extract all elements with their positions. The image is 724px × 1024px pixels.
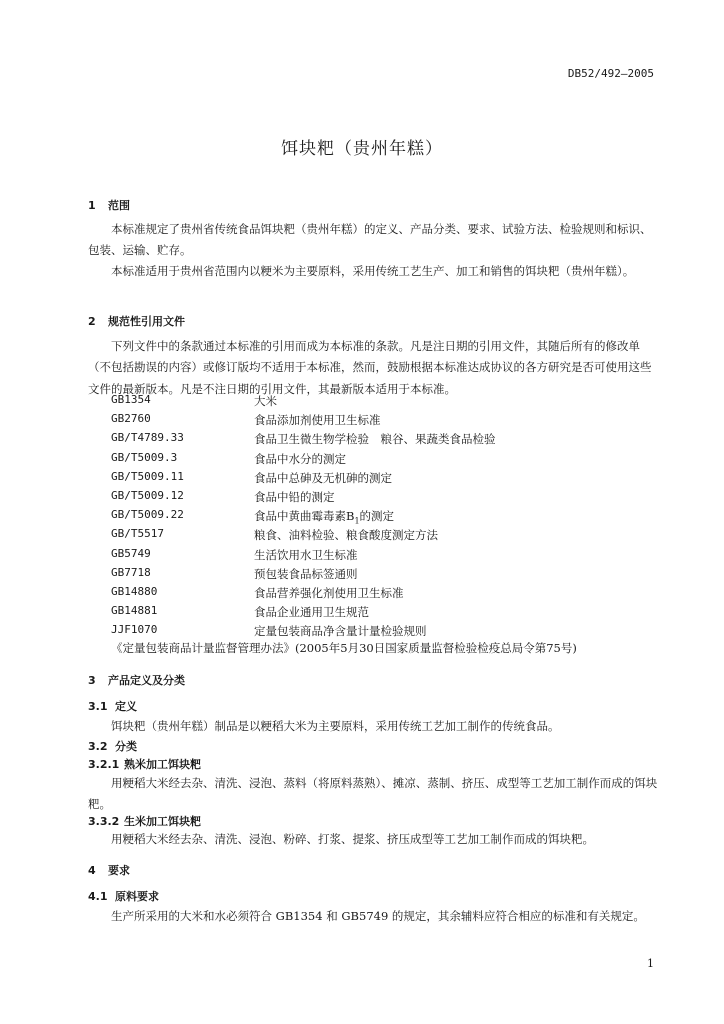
reference-code: GB5749 — [111, 546, 151, 560]
section-title: 规范性引用文件 — [108, 315, 185, 328]
section-title: 原料要求 — [115, 890, 159, 903]
section-number: 3.2.1 — [88, 758, 120, 771]
reference-title — [254, 431, 496, 447]
reference-title-text: 食品卫生微生物学检验 粮谷、果蔬类食品检验 — [254, 432, 496, 447]
reference-title — [254, 623, 427, 639]
reference-title — [254, 527, 438, 543]
reference-title-text: 食品中水分的测定 — [254, 451, 346, 466]
reference-title-text: 食品中黄曲霉毒素B — [254, 509, 355, 524]
reference-title — [254, 412, 381, 428]
paragraph: 本标准规定了贵州省传统食品饵块粑（贵州年糕）的定义、产品分类、要求、试验方法、检验规则和标识、包装、运输、贮存。 — [88, 222, 652, 258]
section-title: 要求 — [108, 864, 130, 877]
reference-title — [254, 393, 277, 409]
reference-title-text: 定量包装商品净含量计量检验规则 — [254, 624, 427, 639]
reference-title-text: 预包装食品标签通则 — [254, 566, 358, 581]
subsection-3-2-1-heading — [88, 756, 201, 772]
reference-title — [254, 489, 335, 505]
reference-title-text: 食品中铅的测定 — [254, 490, 335, 504]
section-1-heading — [88, 197, 130, 213]
paragraph: 本标准适用于贵州省范围内以粳米为主要原料，采用传统工艺生产、加工和销售的饵块粑（贵州年糕）。 — [111, 264, 635, 278]
reference-code: GB14881 — [111, 604, 158, 618]
section-title: 熟米加工饵块粑 — [124, 758, 201, 771]
section-title: 定义 — [115, 700, 137, 713]
section-number: 3.1 — [88, 700, 108, 713]
reference-code: GB/T5517 — [111, 527, 164, 541]
reference-title — [254, 508, 394, 525]
reference-code: GB1354 — [111, 393, 151, 406]
section-number: 4.1 — [88, 890, 108, 903]
reference-title — [254, 566, 358, 582]
subsection-3-2-heading — [88, 738, 137, 754]
section-number: 3.3.2 — [88, 815, 120, 828]
paragraph: 饵块粑（贵州年糕）制品是以粳稻大米为主要原料，采用传统工艺加工制作的传统食品。 — [111, 719, 560, 733]
reference-title-subscript: 1 — [354, 516, 360, 526]
section-title: 范围 — [108, 199, 130, 212]
document-number: DB52/492—2005 — [567, 67, 654, 80]
reference-title — [254, 451, 346, 467]
reference-code: GB7718 — [111, 565, 151, 579]
reference-title-text: 食品添加剂使用卫生标准 — [254, 413, 381, 428]
reference-title-text: 食品企业通用卫生规范 — [254, 605, 369, 620]
paragraph: 下列文件中的条款通过本标准的引用而成为本标准的条款。凡是注日期的引用文件，其随后所有的修改单（不包括勘误的内容）或修订版均不适用于本标准，然而，鼓励根据本标准达成协议的各方研究是否可使用这些文件的最新版本。凡是不注日期的引用文件，其最新版本适用于本标准。 — [88, 339, 652, 396]
reference-note: 《定量包装商品计量监督管理办法》(2005年5月30日国家质量监督检验检疫总局令第75号) — [111, 641, 577, 655]
reference-code: GB/T5009.22 — [111, 508, 184, 522]
reference-title — [254, 585, 404, 601]
section-title: 生米加工饵块粑 — [124, 815, 201, 828]
section-title: 产品定义及分类 — [108, 674, 185, 687]
reference-title — [254, 604, 369, 620]
reference-title-text: 大米 — [254, 394, 277, 408]
reference-title — [254, 470, 392, 486]
subsection-3-1-heading — [88, 698, 137, 714]
section-title: 分类 — [115, 740, 137, 753]
subsection-3-3-2-heading — [88, 813, 201, 829]
reference-code: GB14880 — [111, 585, 158, 598]
paragraph: 生产所采用的大米和水必须符合 GB1354 和 GB5749 的规定，其余辅料应符合相应的标准和有关规定。 — [111, 909, 645, 923]
section-4-heading — [88, 862, 130, 878]
paragraph: 用粳稻大米经去杂、清洗、浸泡、蒸料（将原料蒸熟）、摊凉、蒸制、挤压、成型等工艺加工制作而成的饵块粑。 — [88, 776, 658, 812]
reference-code: GB2760 — [111, 412, 151, 426]
section-number: 1 — [88, 199, 96, 212]
section-number: 3 — [88, 674, 96, 687]
section-2-heading — [88, 313, 185, 329]
reference-code: GB/T5009.3 — [111, 450, 178, 464]
section-3-heading — [88, 672, 185, 688]
section-number: 2 — [88, 315, 96, 328]
section-number: 4 — [88, 864, 96, 877]
reference-code: GB/T5009.11 — [111, 469, 184, 483]
page-number: 1 — [647, 957, 654, 970]
paragraph: 用粳稻大米经去杂、清洗、浸泡、粉碎、打浆、提浆、挤压成型等工艺加工制作而成的饵块粑。 — [111, 832, 594, 846]
reference-title-text: 生活饮用水卫生标准 — [254, 547, 358, 562]
reference-title — [254, 547, 358, 563]
reference-title-text: 粮食、油料检验、粮食酸度测定方法 — [254, 528, 438, 543]
reference-title-text: 食品营养强化剂使用卫生标准 — [254, 586, 404, 600]
reference-title-tail: 的测定 — [359, 509, 395, 524]
reference-code: GB/T5009.12 — [111, 489, 184, 502]
reference-title-text: 食品中总砷及无机砷的测定 — [254, 470, 392, 485]
reference-code: GB/T4789.33 — [111, 431, 184, 445]
section-number: 3.2 — [88, 740, 108, 753]
reference-code: JJF1070 — [111, 623, 158, 637]
page-title: 饵块粑（贵州年糕） — [281, 139, 443, 159]
subsection-4-1-heading — [88, 888, 159, 904]
